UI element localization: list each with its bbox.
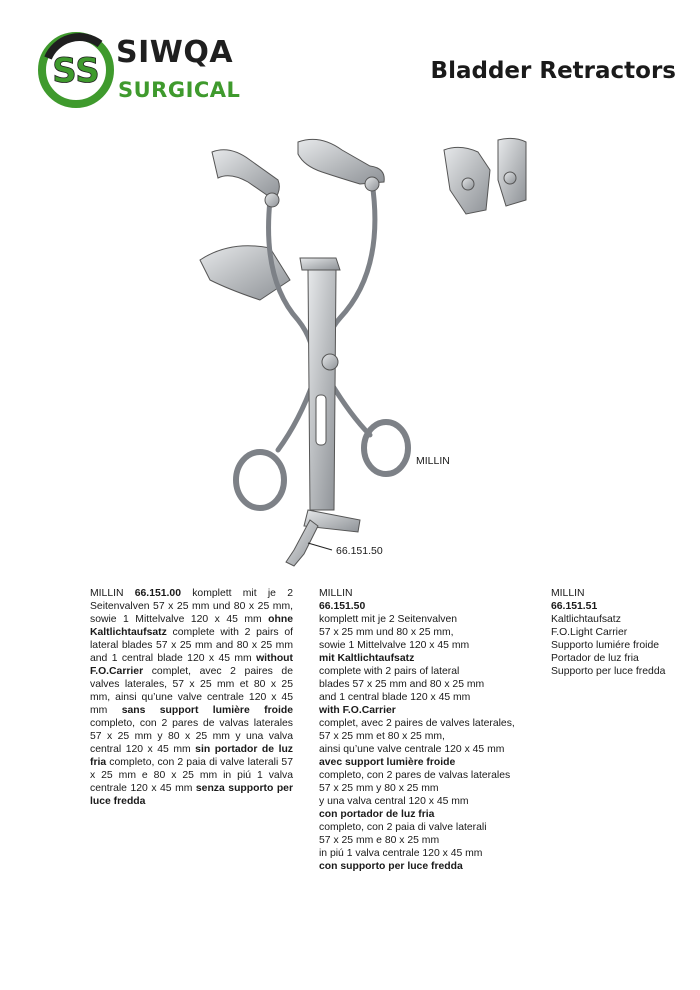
desc-line: 57 x 25 mm et 80 x 25 mm, — [319, 731, 445, 742]
desc-line: 57 x 25 mm und 80 x 25 mm, — [319, 627, 454, 638]
text-bold: without F.O.Carrier — [90, 653, 293, 677]
desc-line: completo, con 2 paia di valve laterali — [319, 822, 487, 833]
desc-line: and 1 central blade 120 x 45 mm — [319, 692, 471, 703]
desc-line: Supporto lumiére froide — [551, 640, 660, 651]
figure-model-label: MILLIN — [416, 455, 450, 467]
text-bold: senza supporto per luce fredda — [90, 783, 293, 807]
product-description-66-151-51 — [551, 587, 681, 678]
brand-logo — [38, 32, 258, 112]
desc-line: Supporto per luce fredda — [551, 666, 666, 677]
text-segment: completo, con 2 pares de valvas laterales 57 x 25 mm y 80 x 25 mm y una valva central 120 x 45 mm — [90, 718, 293, 755]
text-segment: complete with 2 pairs of lateral blades 57 x 25 mm and 80 x 25 mm and 1 central blade 120 x 45 mm — [90, 627, 293, 664]
desc-line: F.O.Light Carrier — [551, 627, 628, 638]
desc-line: blades 57 x 25 mm and 80 x 25 mm — [319, 679, 485, 690]
text-segment: complet, avec 2 paires de valves laterales, 57 x 25 mm et 80 x 25 mm, ainsi qu’une valve centrale 120 x 45 mm — [90, 666, 293, 716]
product-code: 66.151.00 — [134, 588, 181, 599]
logo-monogram: SS — [52, 51, 100, 91]
desc-line: in piú 1 valva centrale 120 x 45 mm — [319, 848, 483, 859]
text-segment: completo, con 2 paia di valve laterali 57 x 25 mm e 80 x 25 mm in piú 1 valva centrale 120 x 45 mm — [90, 757, 293, 794]
desc-line-bold: avec support lumière froide — [319, 757, 456, 768]
brand-name: SIWQA — [116, 35, 234, 70]
text-bold: ohne Kaltlichtaufsatz — [90, 614, 293, 638]
desc-line: komplett mit je 2 Seitenvalven — [319, 614, 458, 625]
model-name: MILLIN — [551, 588, 585, 599]
product-code: 66.151.50 — [319, 601, 366, 612]
desc-line: completo, con 2 pares de valvas laterales — [319, 770, 511, 781]
desc-line-bold: with F.O.Carrier — [319, 705, 396, 716]
desc-line-bold: con supporto per luce fredda — [319, 861, 463, 872]
desc-line: complet, avec 2 paires de valves laterales, — [319, 718, 515, 729]
model-name: MILLIN — [319, 588, 353, 599]
figure-callout-code: 66.151.50 — [336, 545, 383, 557]
desc-line: complete with 2 pairs of lateral — [319, 666, 460, 677]
desc-line-bold: mit Kaltlichtaufsatz — [319, 653, 415, 664]
desc-line: y una valva central 120 x 45 mm — [319, 796, 469, 807]
desc-line: ainsi qu’une valve centrale 120 x 45 mm — [319, 744, 505, 755]
desc-line: 57 x 25 mm e 80 x 25 mm — [319, 835, 440, 846]
desc-line: Portador de luz fria — [551, 653, 639, 664]
text-segment: komplett mit je 2 Seitenvalven 57 x 25 mm und 80 x 25 mm, sowie 1 Mittelvalve 120 x 45 mm — [90, 588, 293, 625]
desc-line: Kaltlichtaufsatz — [551, 614, 621, 625]
text-bold: sans support lumière froide — [121, 705, 293, 716]
desc-line: 57 x 25 mm y 80 x 25 mm — [319, 783, 439, 794]
retractor-illustration — [190, 130, 530, 570]
product-description-66-151-00 — [90, 587, 293, 808]
text-bold: sin portador de luz fria — [90, 744, 293, 768]
ss-monogram-icon — [38, 32, 114, 108]
desc-line: sowie 1 Mittelvalve 120 x 45 mm — [319, 640, 470, 651]
page-title: Bladder Retractors — [430, 58, 676, 84]
brand-subtitle: SURGICAL — [118, 78, 241, 102]
product-description-66-151-50 — [319, 587, 524, 873]
desc-line-bold: con portador de luz fria — [319, 809, 435, 820]
text-segment: MILLIN — [90, 588, 135, 599]
product-code: 66.151.51 — [551, 601, 598, 612]
